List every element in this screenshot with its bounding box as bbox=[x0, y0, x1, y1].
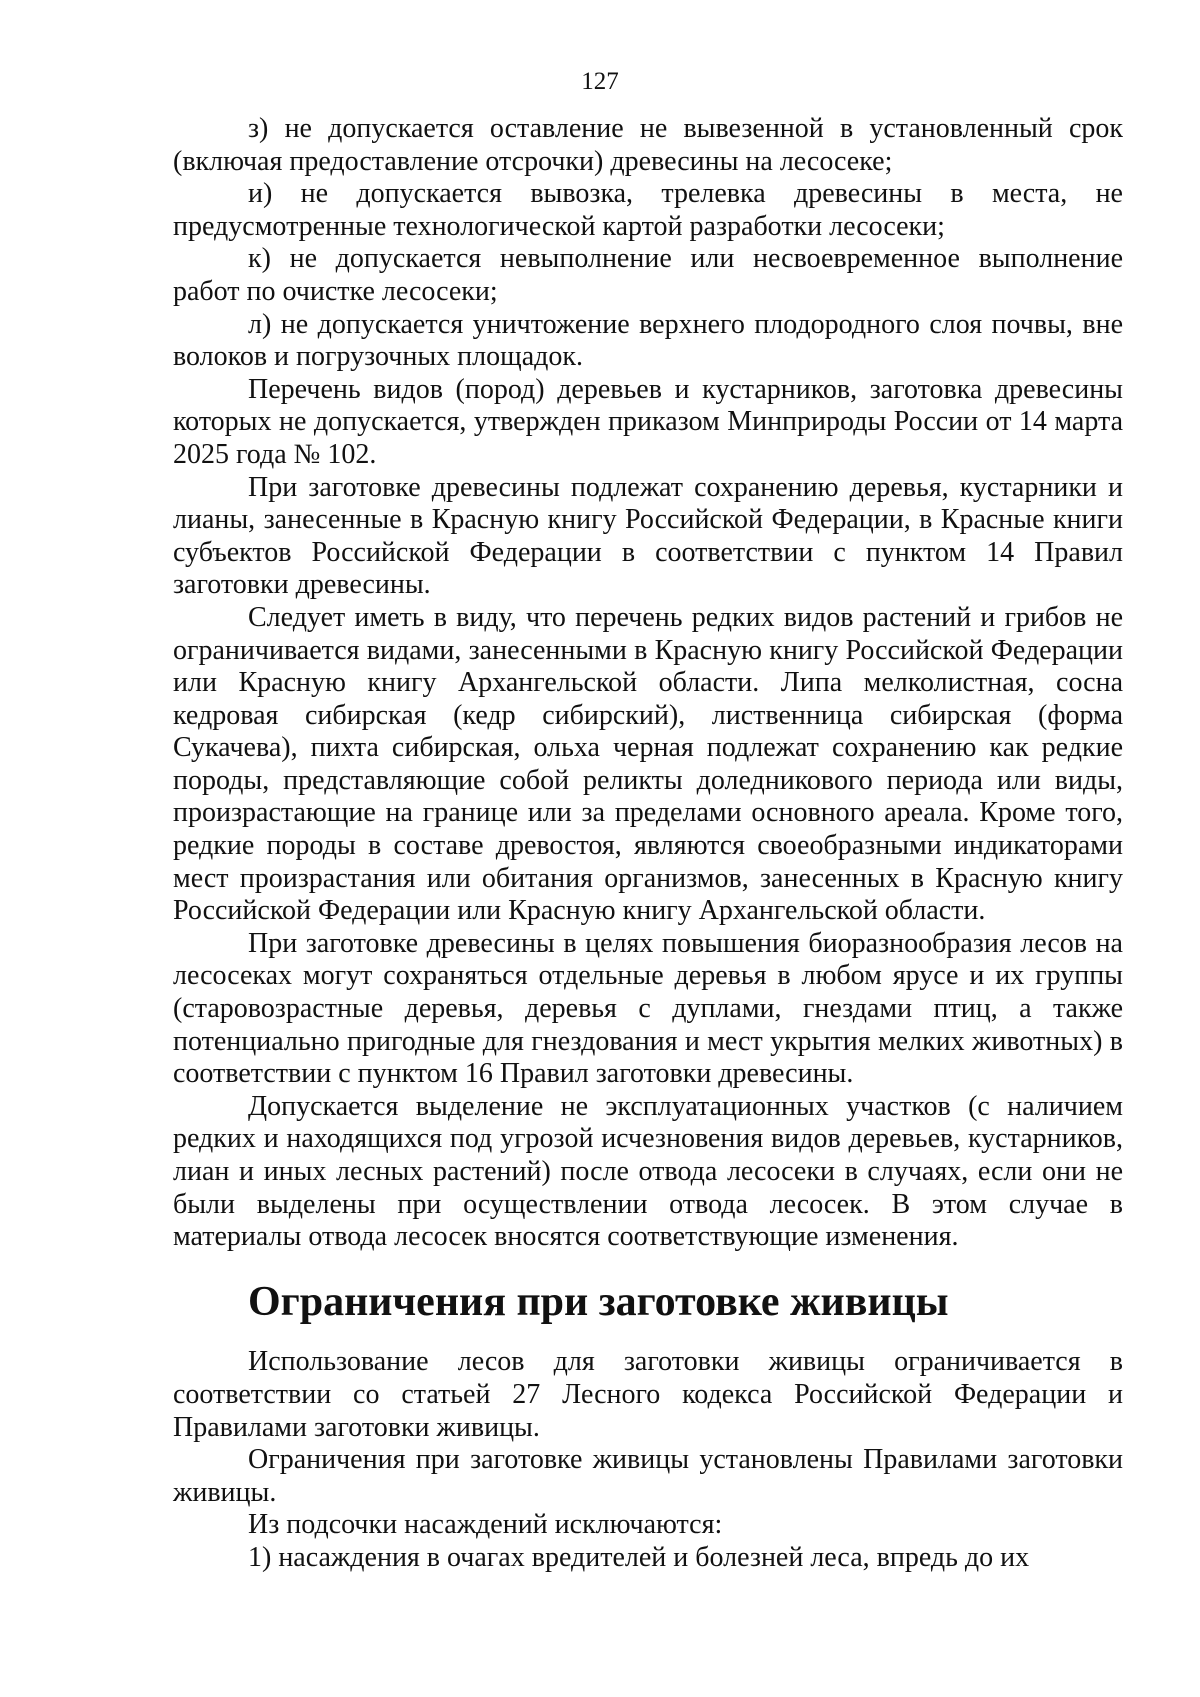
paragraph-rare-species: Следует иметь в виду, что перечень редких видов растений и грибов не ограничивается видами, занесенными в Красную книгу Российской Федерации или Красную книгу Архангельской области. Липа мелколистная, сосна кедровая сибирская (кедр сибирский), лиственница сибирская (форма Сукачева), пихта сибирская, ольха черная подлежат сохранению как редкие породы, представляющие собой реликты доледникового периода или виды, произрастающие на границе или за пределами основного ареала. Кроме того, редкие породы в составе древостоя, являются своеобразными индикаторами мест произрастания или обитания организмов, занесенных в Красную книгу Российской Федерации или Красную книгу Архангельской области. bbox=[173, 601, 1123, 927]
paragraph-exclusions-intro: Из подсочки насаждений исключаются: bbox=[248, 1509, 723, 1541]
paragraph-k: к) не допускается невыполнение или несвоевременное выполнение работ по очистке лесосеки; bbox=[173, 243, 1123, 307]
paragraph-species-list: Перечень видов (пород) деревьев и кустарников, заготовка древесины которых не допускается, утвержден приказом Минприроды России от 14 марта 2025 года № 102. bbox=[173, 373, 1123, 470]
paragraph-exclusion-1: 1) насаждения в очагах вредителей и болезней леса, впредь до их bbox=[248, 1541, 1030, 1573]
paragraph-i: и) не допускается вывозка, трелевка древесины в места, не предусмотренные технологической картой разработки лесосеки; bbox=[173, 178, 1123, 242]
document-body bbox=[173, 113, 1123, 1575]
paragraph-l: л) не допускается уничтожение верхнего плодородного слоя почвы, вне волоков и погрузочных площадок. bbox=[173, 308, 1123, 373]
paragraph-red-book: При заготовке древесины подлежат сохранению деревья, кустарники и лианы, занесенные в Красную книгу Российской Федерации, в Красные книги субъектов Российской Федерации в соответствии с пунктом 14 Правил заготовки древесины. bbox=[173, 471, 1123, 601]
paragraph-resin-restrictions: Ограничения при заготовке живицы установлены Правилами заготовки живицы. bbox=[173, 1444, 1123, 1508]
paragraph-z: з) не допускается оставление не вывезенной в установленный срок (включая предоставление отсрочки) древесины на лесосеке; bbox=[173, 113, 1123, 177]
page-number: 127 bbox=[581, 68, 619, 95]
paragraph-non-exploitation: Допускается выделение не эксплуатационных участков (с наличием редких и находящихся под угрозой исчезновения видов деревьев, кустарников, лиан и иных лесных растений) после отвода лесосеки в случаях, если они не были выделены при осуществлении отвода лесосек. В этом случае в материалы отвода лесосек вносятся соответствующие изменения. bbox=[173, 1090, 1123, 1253]
paragraph-biodiversity: При заготовке древесины в целях повышения биоразнообразия лесов на лесосеках могут сохраняться отдельные деревья в любом ярусе и их группы (старовозрастные деревья, деревья с дуплами, гнездами птиц, а также потенциально пригодные для гнездования и мест укрытия мелких животных) в соответствии с пунктом 16 Правил заготовки древесины. bbox=[173, 927, 1123, 1090]
paragraph-resin-use: Использование лесов для заготовки живицы ограничивается в соответствии со статьей 27 Лесного кодекса Российской Федерации и Правилами заготовки живицы. bbox=[173, 1346, 1123, 1443]
section-heading: Ограничения при заготовке живицы bbox=[248, 1278, 949, 1325]
